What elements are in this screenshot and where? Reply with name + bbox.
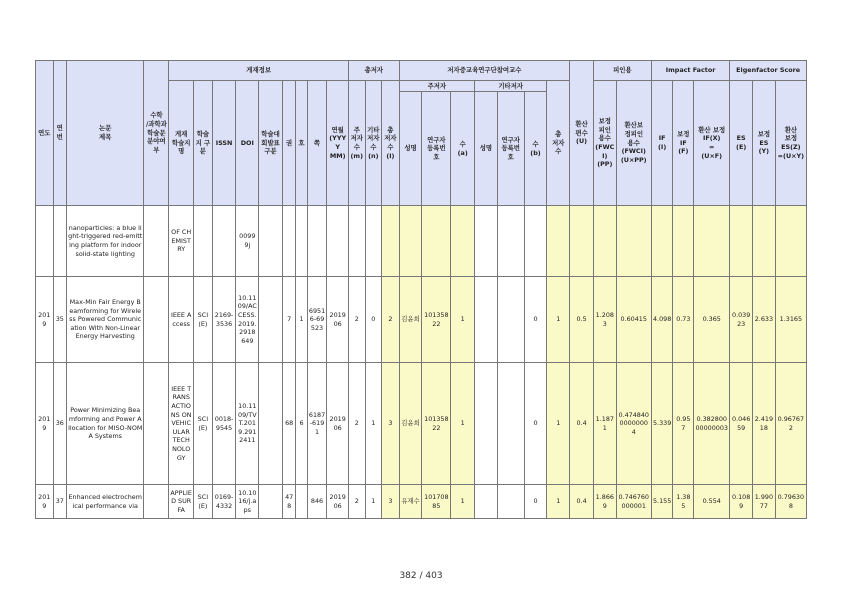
cell-fwci: 1.8669 [593, 485, 616, 519]
cell-pages: 69516-69523 [307, 277, 327, 363]
header-es-group: Eigenfactor Score [730, 61, 807, 81]
cell-category: SCI(E) [194, 485, 213, 519]
table-row [36, 206, 807, 277]
cell-category: SCI(E) [194, 363, 213, 485]
header-other-num: 수 (b) [524, 92, 547, 206]
cell-seq: 36 [53, 363, 66, 485]
cell-title: Enhanced electrochemical performance via [66, 485, 144, 519]
cell-seq: 35 [53, 277, 66, 363]
cell-es: 0.04659 [730, 363, 753, 485]
cell-title: nanoparticles: a blue light-triggered red-emitting platform for indoor solid-state lighting [66, 206, 144, 277]
header-main-num: 수 (a) [451, 92, 475, 206]
header-issue: 호 [296, 81, 307, 206]
cell-journal: IEEE Access [169, 277, 194, 363]
header-main-author-group: 주저자 [399, 81, 474, 92]
cell-main-count [349, 206, 366, 277]
cell-es-adj [753, 206, 776, 277]
cell-total-participating: 1 [547, 485, 570, 519]
cell-fwci [593, 206, 616, 277]
header-title: 논문 제목 [66, 61, 144, 206]
cell-other-count: 0 [365, 277, 382, 363]
header-volume: 권 [282, 81, 295, 206]
cell-title: Max-Min Fair Energy Beamforming for Wireless Powered Communication With Non-Linear Energy Harvesting [66, 277, 144, 363]
cell-other-name [475, 363, 498, 485]
cell-other-num [524, 206, 547, 277]
cell-pages [307, 206, 327, 277]
cell-doi: 00999j [236, 206, 259, 277]
cell-other-id [497, 206, 524, 277]
header-fwci-conv: 환산보 정피인 용수 (FWCI) (U×PP) [616, 81, 651, 206]
header-other-name: 성명 [475, 92, 498, 206]
cell-main-num: 1 [451, 277, 475, 363]
cell-issue [296, 206, 307, 277]
cell-seq: 37 [53, 485, 66, 519]
cell-journal-type [259, 206, 283, 277]
cell-total-participating [547, 206, 570, 277]
cell-issue: 6 [296, 363, 307, 485]
header-publication-group: 게재정보 [169, 61, 349, 81]
header-fwci: 보정 피인 용수 (FWC I) (PP) [593, 81, 616, 206]
header-if-group: Impact Factor [651, 61, 730, 81]
table-row [36, 277, 807, 363]
cell-issn [212, 206, 236, 277]
cell-if-adj [673, 206, 694, 277]
cell-other-count: 1 [365, 363, 382, 485]
cell-award [144, 277, 169, 363]
header-category: 학술 지 구 분 [194, 81, 213, 206]
cell-if-adj: 0.957 [673, 363, 694, 485]
header-doi: DOI [236, 81, 259, 206]
cell-other-num: 0 [524, 485, 547, 519]
cell-issue: 1 [296, 277, 307, 363]
cell-pub-date [327, 206, 349, 277]
cell-es-adj: 2.633 [753, 277, 776, 363]
cell-category: SCI(E) [194, 277, 213, 363]
cell-volume: 7 [282, 277, 295, 363]
header-main-id: 연구자 등록번 호 [422, 92, 451, 206]
cell-category [194, 206, 213, 277]
cell-other-count: 1 [365, 485, 382, 519]
cell-pub-date: 201906 [327, 485, 349, 519]
header-other-count: 기타 저자 수 (n) [365, 81, 382, 206]
cell-if-adj: 1.385 [673, 485, 694, 519]
header-conversion: 환산 편수 (U) [570, 61, 594, 206]
cell-es-conv: 1.3165 [775, 277, 806, 363]
header-award: 수학 /과학과 학술문 분야여 부 [144, 61, 169, 206]
cell-title: Power Minimizing Beamforming and Power Allocation for MISO-NOMA Systems [66, 363, 144, 485]
cell-issue [296, 485, 307, 519]
header-es: ES (E) [730, 81, 753, 206]
cell-award [144, 485, 169, 519]
cell-conversion: 0.5 [570, 277, 594, 363]
header-faculty-group: 저자중교육연구단참여교수 [399, 61, 570, 81]
header-if-adj: 보정 IF (F) [673, 81, 694, 206]
cell-if: 4.098 [651, 277, 673, 363]
cell-fwci: 1.2083 [593, 277, 616, 363]
header-total-authors-group: 총저자 [349, 61, 400, 81]
cell-main-id: 10135822 [422, 277, 451, 363]
cell-fwci-conv: 0.60415 [616, 277, 651, 363]
cell-volume: 68 [282, 363, 295, 485]
cell-fwci-conv: 0.746760000001 [616, 485, 651, 519]
cell-doi: 10.1109/ACCESS.2019.2918649 [236, 277, 259, 363]
cell-main-num [451, 206, 475, 277]
cell-total-count: 3 [382, 363, 400, 485]
cell-other-count [365, 206, 382, 277]
cell-if: 5.339 [651, 363, 673, 485]
cell-other-id [497, 277, 524, 363]
cell-es-conv: 0.796308 [775, 485, 806, 519]
cell-other-name [475, 277, 498, 363]
cell-main-name: 김윤희 [399, 363, 422, 485]
cell-main-num: 1 [451, 485, 475, 519]
cell-total-count: 3 [382, 485, 400, 519]
header-total-participating: 총 저자 수 [547, 81, 570, 206]
cell-main-id: 10170885 [422, 485, 451, 519]
cell-doi: 10.1016/j.aps [236, 485, 259, 519]
header-pub-date: 연월 (YYYY MM) [327, 81, 349, 206]
header-if: IF (I) [651, 81, 673, 206]
cell-main-num: 1 [451, 363, 475, 485]
cell-es-adj: 1.99077 [753, 485, 776, 519]
cell-pages: 846 [307, 485, 327, 519]
cell-total-participating: 1 [547, 277, 570, 363]
cell-if-conv [694, 206, 730, 277]
cell-journal-type [259, 277, 283, 363]
cell-issn: 0018-9545 [212, 363, 236, 485]
cell-main-name: 유재수 [399, 485, 422, 519]
cell-doi: 10.1109/TVT.2019.2912411 [236, 363, 259, 485]
cell-es: 0.1089 [730, 485, 753, 519]
cell-year [36, 206, 54, 277]
cell-pages: 6187-6191 [307, 363, 327, 485]
header-seq: 연번 [53, 61, 66, 206]
cell-if: 5.155 [651, 485, 673, 519]
header-pages: 쪽 [307, 81, 327, 206]
header-if-conv: 환산 보정 IF(X) = (U×F) [694, 81, 730, 206]
cell-main-name [399, 206, 422, 277]
header-other-id: 연구자 등록번 호 [497, 92, 524, 206]
cell-other-id [497, 363, 524, 485]
header-issn: ISSN [212, 81, 236, 206]
header-main-count: 주 저자 수 (m) [349, 81, 366, 206]
cell-main-count: 2 [349, 485, 366, 519]
cell-if [651, 206, 673, 277]
cell-es: 0.03923 [730, 277, 753, 363]
cell-year: 2019 [36, 363, 54, 485]
cell-other-id [497, 485, 524, 519]
cell-main-id: 10135822 [422, 363, 451, 485]
cell-journal: IEEE TRANSACTIONS ON VEHICULAR TECHNOLOGY [169, 363, 194, 485]
cell-award [144, 206, 169, 277]
cell-journal-type [259, 485, 283, 519]
research-table [35, 60, 807, 519]
header-es-adj: 보정 ES (Y) [753, 81, 776, 206]
cell-conversion: 0.4 [570, 485, 594, 519]
cell-other-num: 0 [524, 363, 547, 485]
cell-fwci-conv: 0.47484000000004 [616, 363, 651, 485]
cell-issn: 0169-4332 [212, 485, 236, 519]
header-journal: 게재 학술지 명 [169, 81, 194, 206]
cell-seq [53, 206, 66, 277]
cell-conversion [570, 206, 594, 277]
cell-other-name [475, 206, 498, 277]
cell-es-conv [775, 206, 806, 277]
cell-fwci: 1.1871 [593, 363, 616, 485]
cell-if-conv: 0.365 [694, 277, 730, 363]
cell-journal: OF CHEMISTRY [169, 206, 194, 277]
cell-if-conv: 0.554 [694, 485, 730, 519]
cell-main-count: 2 [349, 277, 366, 363]
table-row [36, 363, 807, 485]
cell-journal: APPLIED SURFA [169, 485, 194, 519]
cell-fwci-conv [616, 206, 651, 277]
cell-es [730, 206, 753, 277]
header-citation-group: 피인용 [593, 61, 651, 81]
cell-if-adj: 0.73 [673, 277, 694, 363]
cell-year: 2019 [36, 277, 54, 363]
cell-award [144, 363, 169, 485]
cell-es-adj: 2.41918 [753, 363, 776, 485]
cell-issn: 2169-3536 [212, 277, 236, 363]
header-journal-type: 학술대 회발표 구분 [259, 81, 283, 206]
header-total-count: 총 저자 수 (l) [382, 81, 400, 206]
cell-total-count [382, 206, 400, 277]
cell-main-name: 김윤희 [399, 277, 422, 363]
cell-if-conv: 0.38280000000003 [694, 363, 730, 485]
cell-main-count: 2 [349, 363, 366, 485]
header-other-author-group: 기타저자 [475, 81, 547, 92]
cell-other-num: 0 [524, 277, 547, 363]
cell-conversion: 0.4 [570, 363, 594, 485]
cell-es-conv: 0.967672 [775, 363, 806, 485]
page-number: 382 / 403 [399, 571, 443, 581]
cell-main-id [422, 206, 451, 277]
cell-pub-date: 201906 [327, 277, 349, 363]
cell-pub-date: 201906 [327, 363, 349, 485]
table-row [36, 485, 807, 519]
cell-volume [282, 206, 295, 277]
cell-total-participating: 1 [547, 363, 570, 485]
cell-total-count: 2 [382, 277, 400, 363]
cell-journal-type [259, 363, 283, 485]
cell-year: 2019 [36, 485, 54, 519]
header-year: 연도 [36, 61, 54, 206]
header-es-conv: 환산 보정 ES(Z) =(U×Y) [775, 81, 806, 206]
cell-other-name [475, 485, 498, 519]
cell-volume: 478 [282, 485, 295, 519]
header-main-name: 성명 [399, 92, 422, 206]
